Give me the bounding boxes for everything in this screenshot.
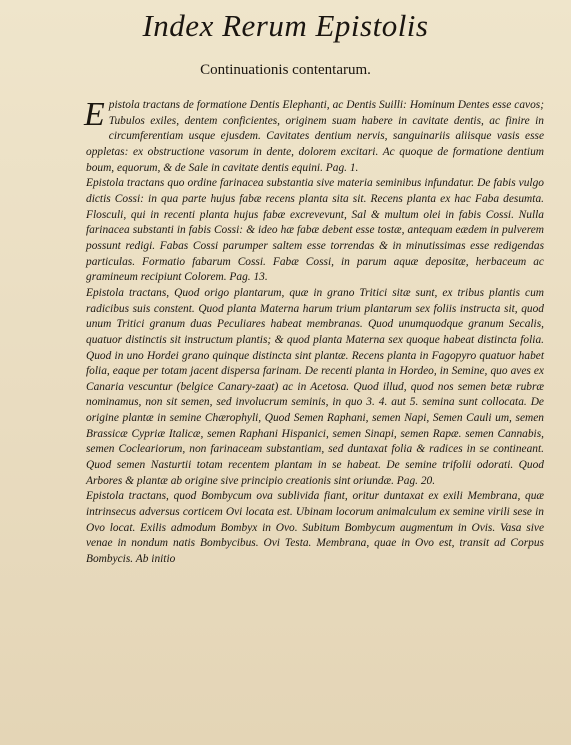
page-subtitle: Continuationis contentarum. — [200, 62, 371, 78]
entry-text: Epistola tractans, Quod origo plantarum, quæ in grano Tritici sitæ sunt, ex tribus plantis cum radicibus suis constent. Quod planta Materna harum trium plantarum sex foliis instructa sit, quod unum Tritici granum duas Peculiares habeat membranas. Quod unumquodque granum Secalis, quatuor distinctis sit instructum plantis; & quod planta Materna sex quoque habeat distincta folia. Quod in uno Hordei grano quinque distincta sint plantæ. Recens planta in Fagopyro quatuor habet folia, eaque per totam jacent dispersa farinam. De recenti planta in Hordeo, in Semine, quo aves ex Canaria vescuntur (belgice Canary-zaat) ac in Acetosa. Quod illud, quod nos semen betæ rubræ nominamus, non sit semen, sed involucrum seminis, in quo 3. 4. aut 5. semina sunt collocata. De origine plantæ in semine Chærophyli, Quod Semen Raphani, semen Napi, Semen Cauli um, semen Brassicæ Cypriæ Italicæ, semen Raphani Hispanici, semen Sinapi, semen Rapæ. semen Cannabis, semen Cocleariorum, non farinaceam substantiam, sed duntaxat folia & radices in se contineant. Quod semen Nasturtii totam recentem plantam in se habeat. De semine trifolii odorati. Quod Arbores & plantæ ab origine sive principio creationis sint oriundæ. Pag. 20. — [86, 286, 544, 487]
entry-text: Epistola tractans quo ordine farinacea substantia sive materia seminibus infundatur. De fabis vulgo dictis Cossi: in qua parte hujus fabæ recens planta sita sit. Recens planta ex hac Faba desumta. Flosculi, qui in recenti planta hujus fabæ excrevevunt, Sal & multum olei in fabis Cossi. Nulla farinacea substanti in fabis Cossi: & ideo hæ fabæ debent esse tostæ, antequam eædem in pulverem possunt redigi. Fabas Cossi parumper saltem esse torrendas & in minutissimas esse redigendas particulas. Formatio fabarum Cossi. Fabæ Cossi, in parum aquæ depositæ, herbaceum ac gramineum recipiunt Colorem. Pag. 13. — [86, 177, 544, 284]
index-text — [86, 98, 544, 568]
entry-text: pistola tractans de formatione Dentis Elephanti, ac Dentis Suilli: Hominum Dentes esse cavos; Tubulos exiles, dentem conficientes, originem suam habere in cavitate dentis, ac finire in circumferentiam usque ejusdem. Cavitates dentium nervis, sanguinariis aliisque vasis esse oppletas: ex obstructione vasorum in dente, dolorem excitari. Ac quoque de formatione dentium boum, equorum, & de Sale in cavitate dentis equini. Pag. 1. — [86, 99, 544, 174]
index-entry — [86, 98, 544, 176]
index-entry — [86, 286, 544, 490]
index-entry — [86, 489, 544, 567]
drop-cap-initial: E — [84, 96, 105, 133]
entry-text: Epistola tractans, quod Bombycum ova sublivida fiant, oritur duntaxat ex exili Membrana, quæ intrinsecus adversus corticem Ovi locata est. Ubinam locorum animalculum ex semine virili sese in Ovo locat. Exilis admodum Bombyx in Ovo. Subitum Bombycum augmentum in Ovis. Vasa sive venae in nondum natis Bombycibus. Ovi Testa. Membrana, quae in Ovo est, transit ad Corpus Bombycis. Ab initio — [86, 490, 544, 566]
page-title: Index Rerum Epistolis — [142, 8, 429, 43]
index-entry — [86, 176, 544, 286]
